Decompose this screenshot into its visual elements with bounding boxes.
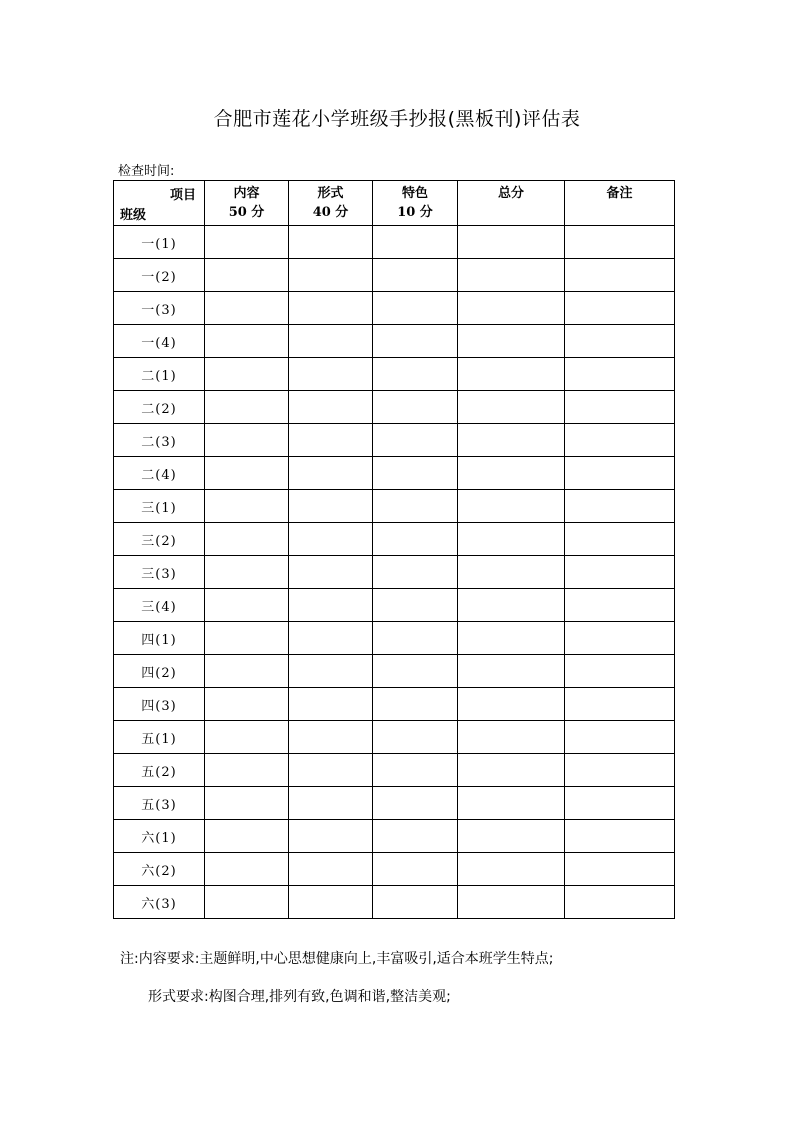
remarks-cell (565, 721, 675, 754)
total-score-cell (458, 424, 565, 457)
feature-score-cell (373, 292, 458, 325)
class-label-cell: 三(3) (114, 556, 205, 589)
class-label-cell: 三(2) (114, 523, 205, 556)
corner-header-cell (114, 181, 205, 226)
total-score-cell (458, 391, 565, 424)
form-score-cell (289, 721, 373, 754)
remarks-cell (565, 655, 675, 688)
feature-score-cell (373, 853, 458, 886)
form-score-cell (289, 391, 373, 424)
content-score-cell (205, 787, 289, 820)
content-score-cell (205, 853, 289, 886)
table-header-row (114, 181, 675, 226)
content-score-cell (205, 622, 289, 655)
table-row (114, 556, 675, 589)
class-label-cell: 二(4) (114, 457, 205, 490)
header-content (205, 181, 289, 226)
class-label-cell: 四(2) (114, 655, 205, 688)
header-score: 40 分 (312, 205, 349, 220)
class-label-cell: 五(1) (114, 721, 205, 754)
class-label-cell: 一(2) (114, 259, 205, 292)
content-score-cell (205, 226, 289, 259)
form-score-cell (289, 655, 373, 688)
remarks-cell (565, 259, 675, 292)
form-score-cell (289, 688, 373, 721)
content-score-cell (205, 754, 289, 787)
class-label-cell: 四(3) (114, 688, 205, 721)
feature-score-cell (373, 589, 458, 622)
remarks-cell (565, 556, 675, 589)
table-row (114, 688, 675, 721)
total-score-cell (458, 886, 565, 919)
remarks-cell (565, 226, 675, 259)
table-row (114, 589, 675, 622)
content-score-cell (205, 259, 289, 292)
corner-label-class: 班级 (120, 208, 147, 223)
class-label-cell: 三(1) (114, 490, 205, 523)
total-score-cell (458, 358, 565, 391)
remarks-cell (565, 523, 675, 556)
class-label-cell: 六(2) (114, 853, 205, 886)
form-score-cell (289, 424, 373, 457)
class-label-cell: 二(3) (114, 424, 205, 457)
remarks-cell (565, 391, 675, 424)
content-score-cell (205, 391, 289, 424)
total-score-cell (458, 292, 565, 325)
content-score-cell (205, 292, 289, 325)
table-row (114, 292, 675, 325)
table-row (114, 754, 675, 787)
form-score-cell (289, 292, 373, 325)
class-label-cell: 一(3) (114, 292, 205, 325)
table-row (114, 358, 675, 391)
feature-score-cell (373, 622, 458, 655)
class-label-cell: 二(1) (114, 358, 205, 391)
total-score-cell (458, 754, 565, 787)
remarks-cell (565, 424, 675, 457)
feature-score-cell (373, 325, 458, 358)
total-score-cell (458, 622, 565, 655)
form-score-cell (289, 457, 373, 490)
total-score-cell (458, 787, 565, 820)
table-row (114, 259, 675, 292)
table-row (114, 787, 675, 820)
table-row (114, 820, 675, 853)
feature-score-cell (373, 226, 458, 259)
feature-score-cell (373, 424, 458, 457)
feature-score-cell (373, 886, 458, 919)
feature-score-cell (373, 391, 458, 424)
page-title: 合肥市莲花小学班级手抄报(黑板刊)评估表 (213, 108, 581, 130)
total-score-cell (458, 226, 565, 259)
total-score-cell (458, 688, 565, 721)
total-score-cell (458, 490, 565, 523)
remarks-cell (565, 688, 675, 721)
remarks-cell (565, 787, 675, 820)
feature-score-cell (373, 787, 458, 820)
total-score-cell (458, 457, 565, 490)
class-label-cell: 一(1) (114, 226, 205, 259)
content-score-cell (205, 424, 289, 457)
table-row (114, 655, 675, 688)
content-score-cell (205, 886, 289, 919)
remarks-cell (565, 589, 675, 622)
class-label-cell: 二(2) (114, 391, 205, 424)
content-score-cell (205, 325, 289, 358)
content-score-cell (205, 655, 289, 688)
class-label-cell: 四(1) (114, 622, 205, 655)
table-row (114, 424, 675, 457)
class-label-cell: 一(4) (114, 325, 205, 358)
table-body (114, 226, 675, 919)
header-name: 总分 (497, 186, 524, 201)
note-content-requirements: 注:内容要求:主题鲜明,中心思想健康向上,丰富吸引,适合本班学生特点; (120, 951, 554, 967)
content-score-cell (205, 556, 289, 589)
header-name: 内容 (233, 186, 260, 201)
feature-score-cell (373, 688, 458, 721)
form-score-cell (289, 226, 373, 259)
header-remarks (565, 181, 675, 226)
total-score-cell (458, 820, 565, 853)
table-row (114, 886, 675, 919)
form-score-cell (289, 754, 373, 787)
header-score: 10 分 (397, 205, 433, 220)
feature-score-cell (373, 721, 458, 754)
table-row (114, 226, 675, 259)
feature-score-cell (373, 523, 458, 556)
table-row (114, 325, 675, 358)
remarks-cell (565, 457, 675, 490)
total-score-cell (458, 589, 565, 622)
form-score-cell (289, 325, 373, 358)
corner-label-project: 项目 (169, 188, 196, 203)
form-score-cell (289, 523, 373, 556)
form-score-cell (289, 259, 373, 292)
table-row (114, 391, 675, 424)
class-label-cell: 三(4) (114, 589, 205, 622)
remarks-cell (565, 886, 675, 919)
remarks-cell (565, 325, 675, 358)
total-score-cell (458, 721, 565, 754)
class-label-cell: 六(3) (114, 886, 205, 919)
header-name: 备注 (606, 186, 633, 201)
note-form-requirements: 形式要求:构图合理,排列有致,色调和谐,整洁美观; (148, 989, 451, 1005)
form-score-cell (289, 589, 373, 622)
feature-score-cell (373, 490, 458, 523)
table-row (114, 490, 675, 523)
form-score-cell (289, 490, 373, 523)
table-row (114, 853, 675, 886)
content-score-cell (205, 589, 289, 622)
class-label-cell: 五(2) (114, 754, 205, 787)
remarks-cell (565, 754, 675, 787)
form-score-cell (289, 622, 373, 655)
feature-score-cell (373, 259, 458, 292)
table-row (114, 523, 675, 556)
remarks-cell (565, 853, 675, 886)
total-score-cell (458, 556, 565, 589)
remarks-cell (565, 622, 675, 655)
header-total (458, 181, 565, 226)
feature-score-cell (373, 655, 458, 688)
form-score-cell (289, 853, 373, 886)
feature-score-cell (373, 556, 458, 589)
content-score-cell (205, 523, 289, 556)
content-score-cell (205, 358, 289, 391)
table-row (114, 457, 675, 490)
content-score-cell (205, 490, 289, 523)
form-score-cell (289, 358, 373, 391)
remarks-cell (565, 358, 675, 391)
remarks-cell (565, 820, 675, 853)
total-score-cell (458, 655, 565, 688)
feature-score-cell (373, 820, 458, 853)
content-score-cell (205, 721, 289, 754)
check-time-label: 检查时间: (118, 164, 175, 179)
total-score-cell (458, 259, 565, 292)
form-score-cell (289, 820, 373, 853)
remarks-cell (565, 490, 675, 523)
total-score-cell (458, 325, 565, 358)
header-form (289, 181, 373, 226)
header-score: 50 分 (228, 205, 265, 220)
form-score-cell (289, 556, 373, 589)
feature-score-cell (373, 457, 458, 490)
header-feature (373, 181, 458, 226)
remarks-cell (565, 292, 675, 325)
class-label-cell: 五(3) (114, 787, 205, 820)
content-score-cell (205, 688, 289, 721)
form-score-cell (289, 787, 373, 820)
table-row (114, 622, 675, 655)
form-score-cell (289, 886, 373, 919)
feature-score-cell (373, 358, 458, 391)
header-name: 特色 (401, 186, 428, 201)
table-row (114, 721, 675, 754)
total-score-cell (458, 523, 565, 556)
class-label-cell: 六(1) (114, 820, 205, 853)
feature-score-cell (373, 754, 458, 787)
content-score-cell (205, 457, 289, 490)
evaluation-table (113, 180, 675, 919)
total-score-cell (458, 853, 565, 886)
header-name: 形式 (317, 186, 344, 201)
content-score-cell (205, 820, 289, 853)
